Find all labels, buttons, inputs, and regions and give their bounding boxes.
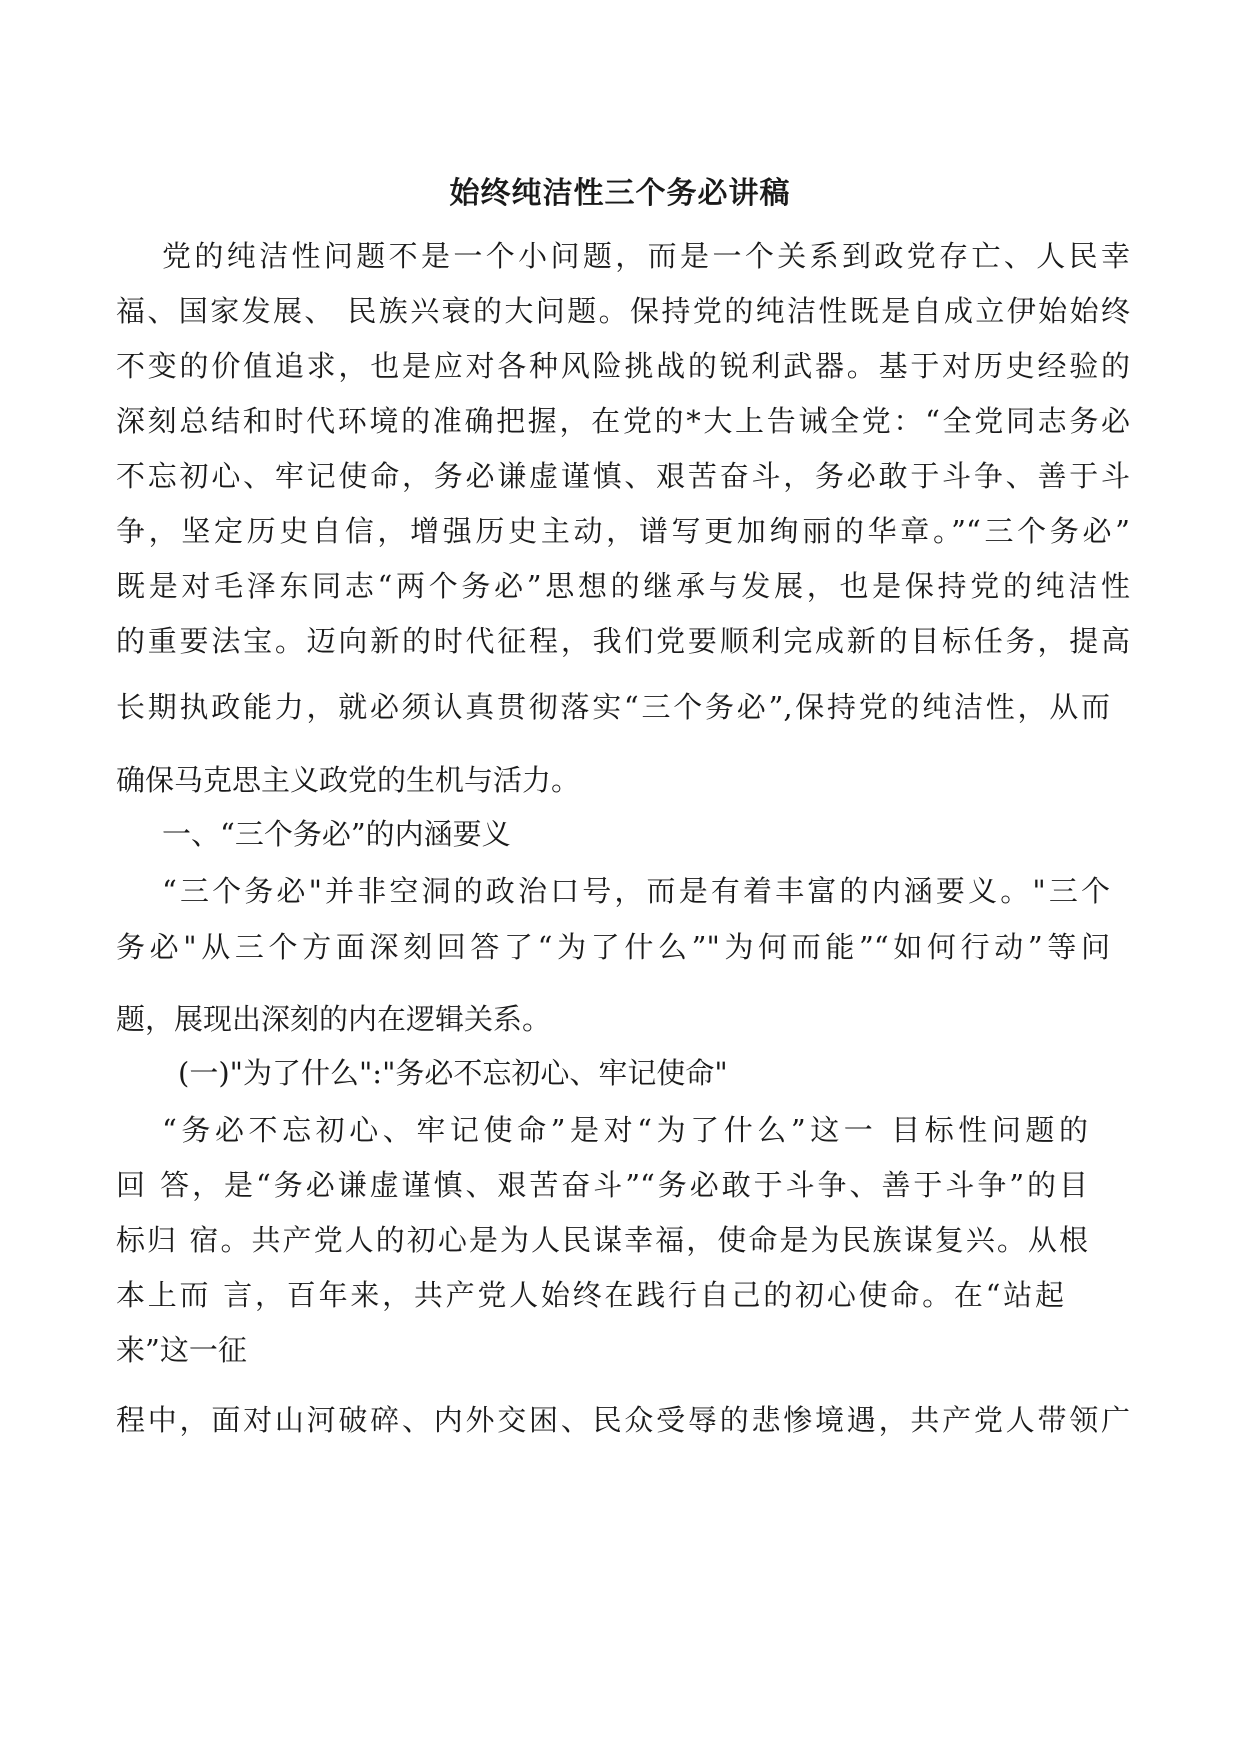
paragraph-line: 福、国家发展、 民族兴衰的大问题。保持党的纯洁性既是自成立伊始始终 — [116, 294, 1130, 328]
paragraph-line: 长期执政能力，就必须认真贯彻落实“三个务必”,保持党的纯洁性，从而 — [116, 690, 1110, 724]
paragraph-line: 党的纯洁性问题不是一个小问题，而是一个关系到政党存亡、人民幸 — [162, 239, 1130, 273]
paragraph-line: 务必"从三个方面深刻回答了“为了什么”"为何而能”“如何行动”等问 — [116, 930, 1110, 964]
paragraph-line: 题，展现出深刻的内在逻辑关系。 — [116, 1002, 552, 1036]
paragraph-line: 来”这一征 — [116, 1333, 247, 1367]
paragraph-line: 不变的价值追求，也是应对各种风险挑战的锐利武器。基于对历史经验的 — [116, 349, 1130, 383]
paragraph-line: 既是对毛泽东同志“两个务必”思想的继承与发展，也是保持党的纯洁性 — [116, 569, 1130, 603]
paragraph-line: 的重要法宝。迈向新的时代征程，我们党要顺利完成新的目标任务，提高 — [116, 624, 1130, 658]
paragraph-line: 不忘初心、牢记使命，务必谦虚谨慎、艰苦奋斗，务必敢于斗争、善于斗 — [116, 459, 1130, 493]
paragraph-line: 回 答，是“务必谦虚谨慎、艰苦奋斗”“务必敢于斗争、善于斗争”的目 — [116, 1168, 1088, 1202]
document-title: 始终纯洁性三个务必讲稿 — [449, 176, 791, 211]
paragraph-line: 本上而 言，百年来，共产党人始终在践行自己的初心使命。在“站起 — [116, 1278, 1064, 1312]
paragraph-line: “务必不忘初心、牢记使命”是对“为了什么”这一 目标性问题的 — [162, 1113, 1088, 1147]
paragraph-line: 标归 宿。共产党人的初心是为人民谋幸福，使命是为民族谋复兴。从根 — [116, 1223, 1088, 1257]
section-heading: 一、“三个务必”的内涵要义 — [162, 817, 511, 851]
subsection-heading: (一)"为了什么":"务必不忘初心、牢记使命" — [178, 1056, 728, 1090]
paragraph-line: “三个务必"并非空洞的政治口号，而是有着丰富的内涵要义。"三个 — [162, 874, 1110, 908]
paragraph-line: 争，坚定历史自信，增强历史主动，谱写更加绚丽的华章。”“三个务必” — [116, 514, 1130, 548]
paragraph-line: 确保马克思主义政党的生机与活力。 — [116, 763, 581, 797]
paragraph-line: 程中，面对山河破碎、内外交困、民众受辱的悲惨境遇，共产党人带领广 — [116, 1403, 1130, 1437]
paragraph-line: 深刻总结和时代环境的准确把握，在党的*大上告诫全党：“全党同志务必 — [116, 404, 1130, 438]
